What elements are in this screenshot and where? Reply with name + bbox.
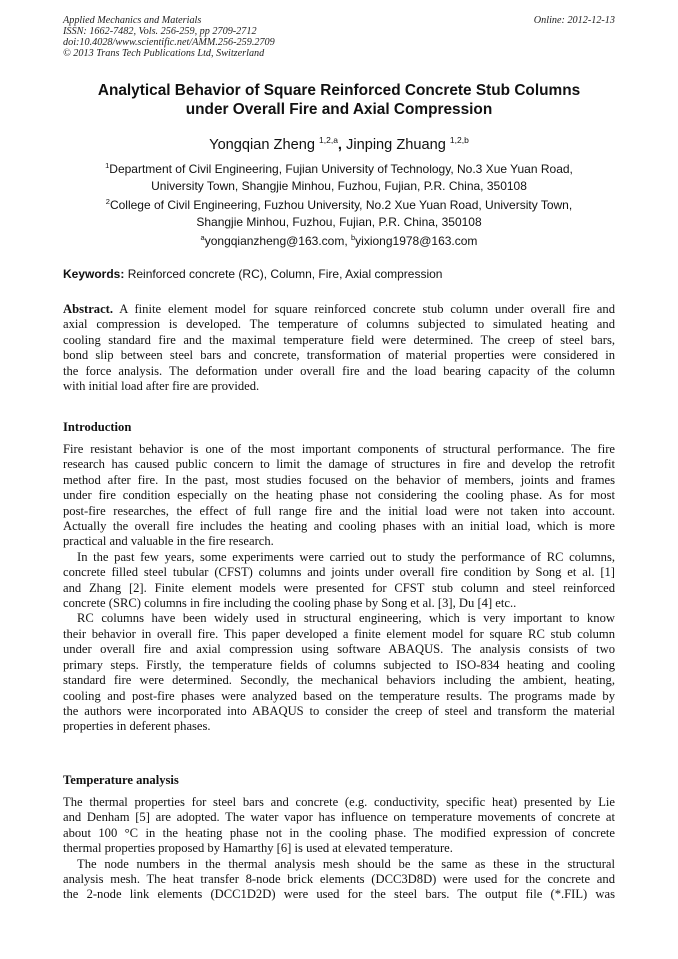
- affiliation-1: [63, 157, 615, 195]
- issn-line: ISSN: 1662-7482, Vols. 256-259, pp 2709-2712: [63, 26, 257, 37]
- temperature-line: the 2-node link elements (DCC1D2D) were used for the steel bars. The output file (*.FIL) was: [63, 887, 615, 902]
- abstract-line: axial compression is developed. The temperature of columns subjected to simulated heating and: [63, 317, 615, 332]
- intro-line: properties in deferent phases.: [63, 719, 211, 734]
- affiliation-2-line-2: Shangjie Minhou, Fuzhou, Fujian, P.R. China, 350108: [196, 215, 482, 229]
- author-1-affil: 1,2,a: [319, 135, 338, 145]
- journal-name: Applied Mechanics and Materials: [63, 15, 202, 26]
- temperature-line: about 100 °C in the heating phase not in the cooling phase. The modified expression of concrete: [63, 825, 615, 840]
- email-b-marker: b: [351, 233, 356, 242]
- journal-header: [63, 15, 615, 59]
- intro-line: concrete (SRC) columns in fire including the cooling phase by Song et al. [3], Du [4] etc..: [63, 596, 517, 611]
- affiliation-1-marker: 1: [105, 161, 110, 170]
- temperature-line: and Denham [5] are adopted. The water vapor has influence on temperature movements of concrete at: [63, 810, 615, 825]
- author-emails: [63, 229, 615, 250]
- affiliation-1-line-1: Department of Civil Engineering, Fujian University of Technology, No.3 Xue Yuan Road,: [109, 162, 573, 176]
- abstract-line: A finite element model for square reinforced concrete stub column under overall fire and: [113, 302, 615, 316]
- keywords-text: Reinforced concrete (RC), Column, Fire, Axial compression: [124, 267, 443, 281]
- email-b: yixiong1978@163.com: [355, 234, 478, 248]
- temperature-line: thermal properties proposed by Hamarthy [6] is used at elevated temperature.: [63, 841, 453, 856]
- intro-line: Fire resistant behavior is one of the most important components of structural performance. The fire: [63, 442, 615, 456]
- intro-line: RC columns have been widely used in structural engineering, which is very important to know: [77, 611, 615, 626]
- abstract-line: bond slip between steel bars and concrete, transformation of material properties were considered in: [63, 348, 615, 363]
- introduction-body: [63, 442, 615, 735]
- intro-line: concrete filled steel tubular (CFST) columns and joints under overall fire condition by Song et al. [1]: [63, 565, 615, 580]
- online-date: Online: 2012-12-13: [533, 15, 615, 26]
- affiliation-2-line-1: College of Civil Engineering, Fuzhou University, No.2 Xue Yuan Road, University Town,: [109, 198, 573, 212]
- temperature-line: The node numbers in the thermal analysis mesh should be the same as these in the structural: [77, 856, 615, 871]
- email-a-marker: a: [200, 233, 205, 242]
- keywords: [63, 266, 615, 282]
- temperature-body: [63, 795, 615, 903]
- intro-line: research has caused public concern to limit the damage of structures in fire and develop the retrofit: [63, 457, 615, 472]
- author-2: Jinping Zhuang: [346, 137, 446, 153]
- temperature-line: The thermal properties for steel bars and concrete (e.g. conductivity, specific heat) presented by Lie: [63, 795, 615, 809]
- abstract-line: with initial load after fire are provided.: [63, 379, 260, 394]
- intro-line: their behavior in overall fire. This paper developed a finite element model for square RC stub column: [63, 626, 615, 641]
- email-a: yongqianzheng@163.com,: [204, 234, 351, 248]
- intro-line: and Zhang [2]. Finite element models were presented for CFST stub column and steel reinforced: [63, 580, 615, 595]
- abstract-line: the force analysis. The deformation under overall fire and the load bearing capacity of the column: [63, 363, 615, 378]
- intro-line: the authors were incorporated into ABAQUS to consider the creep of steel and transform the material: [63, 703, 615, 718]
- introduction-heading: Introduction: [63, 420, 132, 434]
- affiliation-2: [63, 193, 615, 231]
- abstract-line: cooling standard fire and the maximal temperature field were determined. The creep of steel bars,: [63, 332, 615, 347]
- temperature-line: analysis mesh. The heat transfer 8-node brick elements (DCC3D8D) were used for the concrete and: [63, 872, 615, 887]
- temperature-heading: Temperature analysis: [63, 773, 179, 787]
- intro-line: practical and valuable in the fire research.: [63, 534, 274, 549]
- abstract: [63, 302, 615, 394]
- intro-line: under overall fire and axial compression using software ABAQUS. The analysis consists of two: [63, 642, 615, 657]
- intro-line: In the past few years, some experiments were carried out to study the performance of RC columns,: [77, 549, 615, 564]
- copyright-line: © 2013 Trans Tech Publications Ltd, Switzerland: [63, 48, 265, 59]
- author-2-affil: 1,2,b: [449, 135, 469, 145]
- author-list: [63, 131, 615, 154]
- title-line-1: Analytical Behavior of Square Reinforced Concrete Stub Columns: [97, 82, 581, 99]
- intro-line: under fire condition especially on the heating phase not considering the cooling phase. As for most: [63, 488, 615, 503]
- intro-line: primary steps. Firstly, the temperature fields of columns subjected to ISO-834 heating and cooling: [63, 657, 615, 672]
- intro-line: post-fire researches, the effect of full range fire and the initial load were not taken into account.: [63, 503, 615, 518]
- title-line-2: under Overall Fire and Axial Compression: [185, 101, 493, 118]
- intro-line: method after fire. In the past, most studies focused on the behavior of members, joints and frames: [63, 472, 615, 487]
- intro-line: cooling and post-fire phases were analyzed based on the temperature results. The programs made by: [63, 688, 615, 703]
- author-1: Yongqian Zheng: [209, 137, 315, 153]
- doi-line: doi:10.4028/www.scientific.net/AMM.256-259.2709: [63, 37, 275, 48]
- author-separator: ,: [337, 137, 342, 153]
- keywords-label: Keywords:: [63, 267, 125, 281]
- intro-line: standard fire were determined. Secondly, the mechanical behaviors including the ambient, heating,: [63, 673, 615, 688]
- paper-title: [63, 81, 615, 119]
- abstract-label: Abstract.: [63, 302, 114, 316]
- intro-line: Actually the overall fire includes the heating and cooling phases with an initial load, which is more: [63, 519, 615, 534]
- affiliation-1-line-2: University Town, Shangjie Minhou, Fuzhou, Fujian, P.R. China, 350108: [151, 179, 527, 193]
- affiliation-2-marker: 2: [105, 197, 110, 206]
